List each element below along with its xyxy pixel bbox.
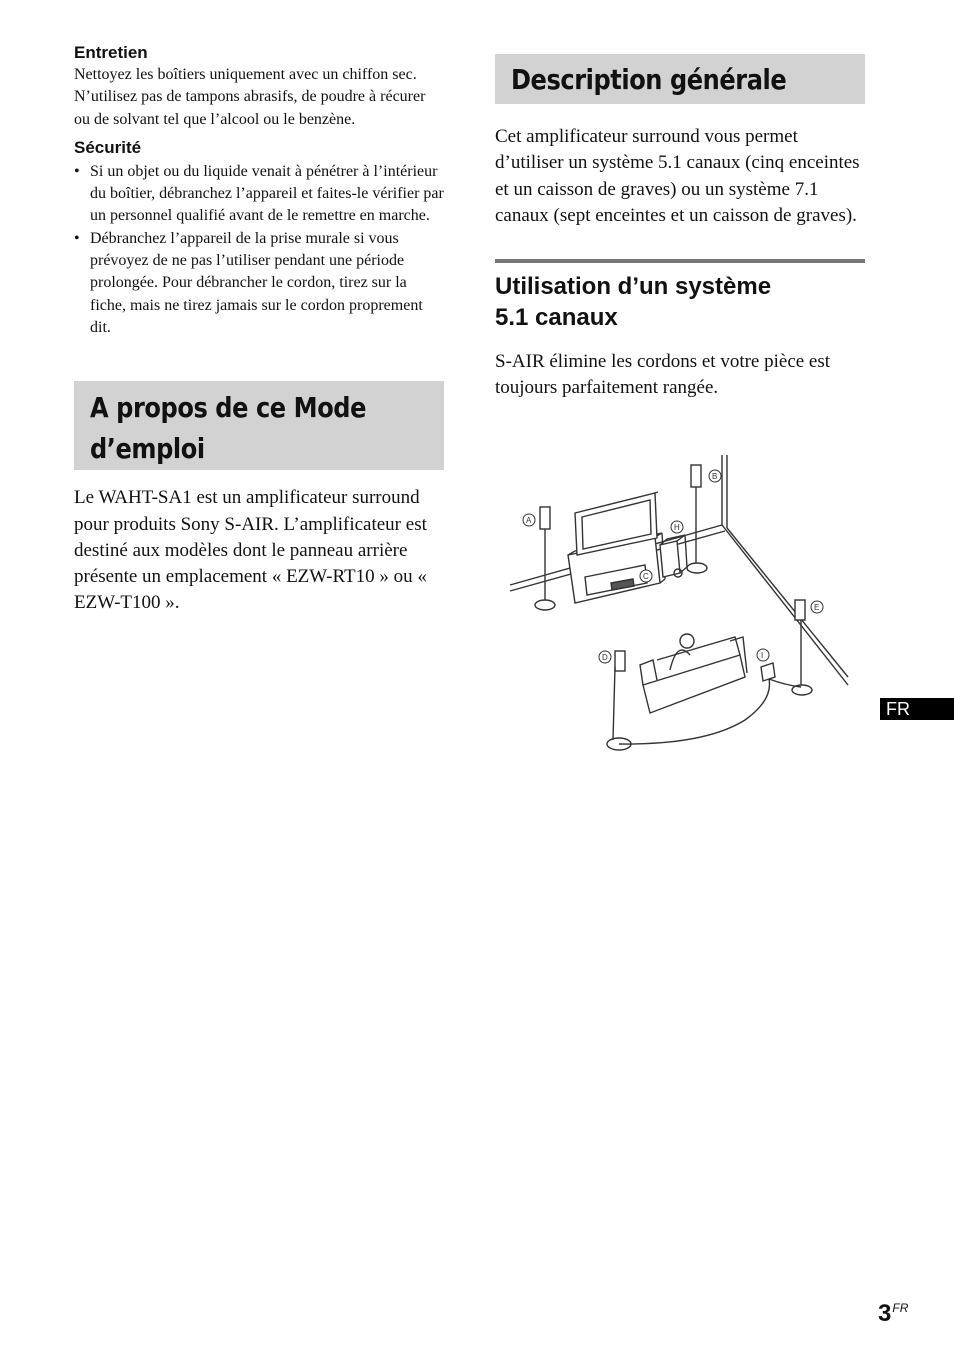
speaker-front-left: [535, 507, 555, 610]
about-banner: [74, 381, 444, 470]
left-column: [74, 0, 444, 617]
label-h: H: [674, 523, 680, 532]
page-number-suffix: FR: [892, 1301, 909, 1315]
system51-text: S-AIR élimine les cordons et votre pièce est toujours parfaitement rangée.: [495, 351, 831, 399]
system51-title-line1: Utilisation d’un système: [495, 273, 772, 301]
speaker-setup-diagram: [505, 455, 855, 755]
overview-banner: [495, 54, 865, 104]
label-i: I: [761, 651, 764, 660]
safety-heading: Sécurité: [74, 137, 142, 157]
label-b: B: [712, 472, 718, 481]
speaker-surround-right: [792, 600, 812, 695]
label-e: E: [814, 603, 820, 612]
about-title-line1: A propos de ce Mode: [90, 391, 367, 425]
section-rule: [495, 259, 865, 263]
speaker-cable: [769, 679, 801, 687]
subwoofer: [660, 535, 687, 577]
language-tab: FR: [880, 698, 954, 720]
system51-title-line2: 5.1 canaux: [495, 304, 618, 332]
maintenance-text: Nettoyez les boîtiers uniquement avec un chiffon sec. N’utilisez pas de tampons abrasifs, de poudre à récurer ou de solvant tel que l’alcool ou le benzène.: [74, 66, 426, 128]
surround-amplifier: [761, 663, 775, 681]
overview-title: Description générale: [511, 63, 787, 96]
page-number-value: 3: [878, 1300, 892, 1327]
right-column: [495, 0, 865, 402]
speaker-surround-left: [607, 651, 631, 750]
safety-list: [74, 161, 444, 339]
safety-item: • Débranchez l’appareil de la prise murale si vous prévoyez de ne pas l’utiliser pendant une période prolongée. Pour débrancher le cordon, tirez sur la fiche, mais ne tirez jamais sur le cordon proprement dit.: [74, 228, 444, 339]
speaker-front-right: [687, 465, 707, 573]
about-title-line2: d’emploi: [90, 432, 205, 466]
label-c: C: [643, 572, 649, 581]
sofa: [640, 634, 747, 713]
safety-item: • Si un objet ou du liquide venait à pénétrer à l’intérieur du boîtier, débranchez l’appareil et faites-le vérifier par un personnel qualifié avant de le remettre en marche.: [74, 161, 444, 228]
label-d: D: [602, 653, 608, 662]
overview-text: Cet amplificateur surround vous permet d’utiliser un système 5.1 canaux (cinq enceintes et un caisson de graves) ou un système 7.1 canaux (sept enceintes et un caisson de graves).: [495, 126, 860, 226]
about-text: Le WAHT-SA1 est un amplificateur surround pour produits Sony S-AIR. L’amplificateur est destiné aux modèles dont le panneau arrière présente un emplacement « EZW-RT10 » ou « EZW-T100 ».: [74, 487, 427, 614]
page-number: [878, 1300, 908, 1328]
label-a: A: [526, 516, 532, 525]
maintenance-heading: Entretien: [74, 43, 148, 62]
